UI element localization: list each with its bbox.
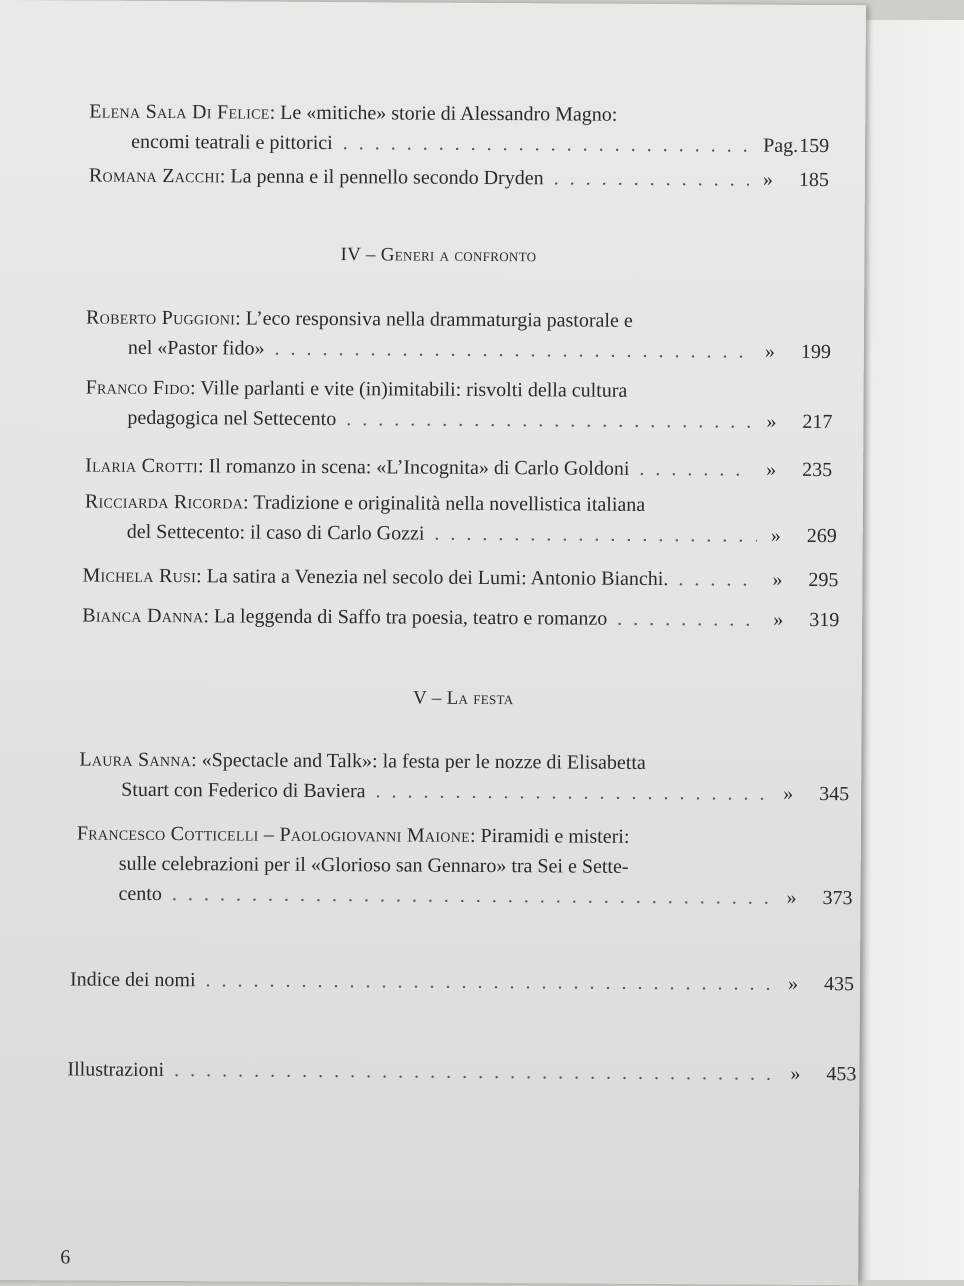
entry-title-line: encomi teatrali e pittorici	[131, 130, 333, 155]
entry-title-line: : La penna e il pennello secondo Dryden	[219, 165, 544, 190]
toc-entry	[85, 373, 832, 438]
page-prefix: »	[762, 168, 773, 191]
page-ref: 235	[802, 458, 833, 482]
page-ref: 269	[806, 524, 837, 548]
facing-page-edge	[858, 20, 964, 1280]
toc-entry	[70, 964, 854, 999]
page-ref: 217	[802, 410, 833, 434]
section-heading: IV – Generi a confronto	[340, 244, 537, 267]
entry-author: Michela Rusi	[82, 564, 197, 588]
entry-author: Ilaria Crotti	[85, 454, 199, 478]
leader-dots	[172, 879, 773, 913]
toc-entry	[86, 303, 831, 368]
entry-title-line: sulle celebrazioni per il «Glorioso san Gennaro» tra Sei e Sette-	[118, 852, 629, 878]
entry-title-line: : Tradizione e originalità nella novellistica italiana	[242, 491, 646, 516]
entry-author: Francesco Cotticelli – Paologiovanni Maione	[76, 822, 471, 847]
page-ref: 185	[798, 168, 829, 192]
page-prefix: »	[787, 972, 799, 995]
page-number: 6	[60, 1246, 71, 1269]
toc-entry	[67, 1054, 856, 1089]
toc-entry	[79, 744, 849, 809]
toc-entry	[76, 818, 853, 913]
leader-dots	[375, 776, 769, 808]
leader-dots	[434, 519, 756, 551]
entry-title-line: cento	[118, 882, 162, 906]
entry-title-line: : «Spectacle and Talk»: la festa per le nozze di Elisabetta	[191, 749, 646, 774]
page-prefix: Pag.	[763, 134, 799, 157]
entry-title-line: : Le «mitiche» storie di Alessandro Magno:	[269, 101, 618, 126]
page-ref: 295	[808, 568, 839, 592]
entry-title-line: : Piramidi e misteri:	[469, 824, 630, 848]
leader-dots	[274, 334, 751, 367]
leader-dots	[205, 965, 774, 998]
toc-entry	[89, 97, 829, 162]
entry-author: Roberto Puggioni	[85, 306, 236, 330]
entry-author: Bianca Danna	[82, 604, 204, 628]
entry-title-line: pedagogica nel Settecento	[127, 406, 337, 431]
section-heading: V – La festa	[412, 687, 514, 710]
leader-dots	[678, 564, 758, 594]
page-prefix: »	[790, 1062, 801, 1085]
entry-title-line: : Il romanzo in scena: «L’Incognita» di Carlo Goldoni	[197, 455, 630, 480]
leader-dots	[617, 604, 759, 635]
entry-author: Elena Sala Di Felice	[89, 100, 270, 124]
leader-dots	[343, 128, 750, 160]
page-ref: 345	[819, 783, 850, 806]
entry-author: Franco Fido	[85, 376, 191, 400]
page-ref: 373	[822, 887, 853, 910]
entry-title-line: : L’eco responsiva nella drammaturgia pastorale e	[235, 307, 633, 332]
entry-author: Laura Sanna	[79, 748, 192, 772]
page-prefix: »	[770, 524, 781, 547]
toc-entry	[85, 487, 837, 552]
entry-author: Romana Zacchi	[88, 164, 220, 188]
page-ref: 199	[800, 340, 831, 364]
leader-dots	[639, 454, 752, 485]
entry-author: Ricciarda Ricorda	[84, 490, 244, 514]
page-ref: 319	[809, 608, 840, 632]
leader-dots	[174, 1055, 777, 1089]
toc-entry	[82, 601, 839, 636]
toc-entry	[82, 561, 838, 596]
page-prefix: »	[766, 458, 777, 481]
page-ref: 435	[823, 973, 855, 996]
page-prefix: »	[772, 568, 783, 591]
entry-title-line: : La satira a Venezia nel secolo dei Lumi: Antonio Bianchi.	[196, 565, 669, 591]
page-prefix: »	[764, 340, 775, 363]
page-prefix: »	[783, 782, 794, 805]
page-ref: 159	[799, 134, 830, 158]
page-prefix: »	[786, 886, 797, 909]
entry-title-line: Stuart con Federico di Baviera	[121, 778, 366, 803]
entry-title-line: nel «Pastor fido»	[127, 336, 265, 360]
page-prefix: »	[773, 608, 784, 631]
leader-dots	[554, 163, 749, 194]
entry-title-line: Indice dei nomi	[69, 968, 196, 992]
toc-entry	[89, 161, 829, 196]
page-ref: 453	[826, 1063, 857, 1086]
toc-entry	[85, 451, 832, 486]
entry-title-line: del Settecento: il caso di Carlo Gozzi	[126, 520, 425, 545]
leader-dots	[346, 404, 752, 436]
entry-title-line: : Ville parlanti e vite (in)imitabili: risvolti della cultura	[190, 377, 628, 402]
page-prefix: »	[766, 410, 777, 433]
entry-title-line: Illustrazioni	[67, 1058, 165, 1082]
entry-title-line: : La leggenda di Saffo tra poesia, teatro e romanzo	[203, 605, 608, 630]
